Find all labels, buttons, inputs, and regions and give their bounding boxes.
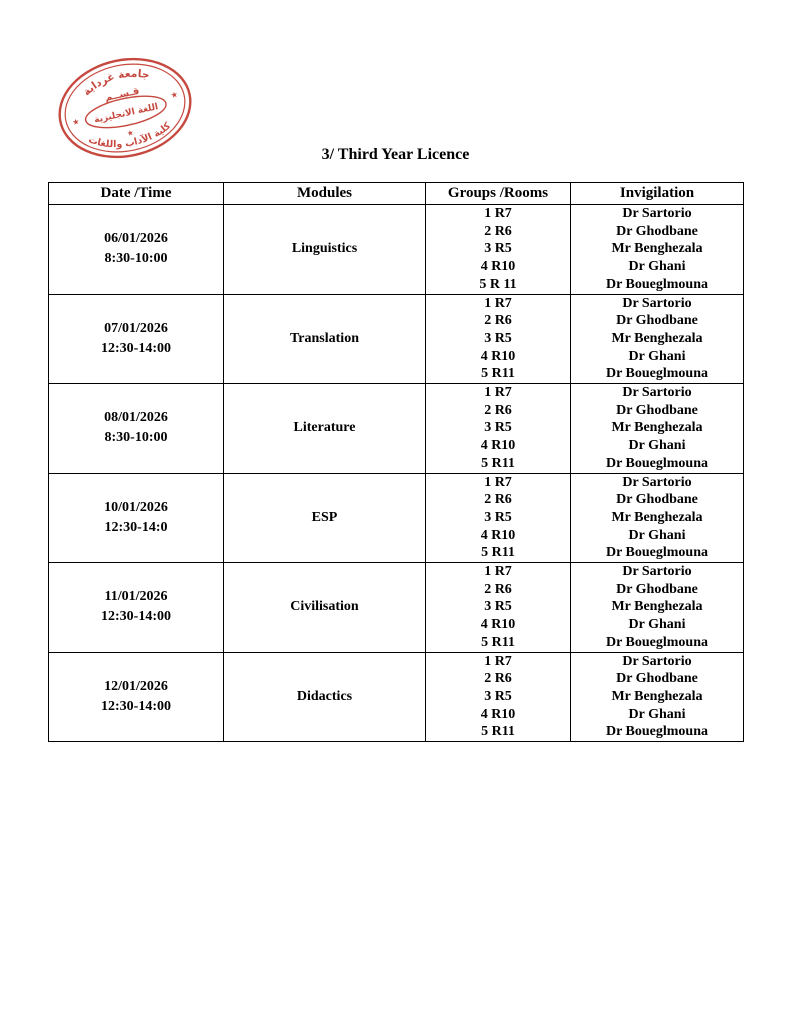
invigilator-line: Dr Ghani [628, 348, 686, 364]
group-room-line: 2 R6 [484, 492, 512, 508]
invigilator-line: Dr Ghani [628, 527, 686, 543]
invigilator-line: Mr Benghezala [611, 330, 703, 346]
module-cell: Translation [224, 294, 426, 384]
module-cell: Civilisation [224, 563, 426, 653]
invigilation-cell [571, 652, 744, 742]
table-row [49, 563, 744, 653]
exam-date: 06/01/2026 [104, 231, 168, 247]
table-row [49, 294, 744, 384]
groups-rooms-list [426, 563, 570, 652]
groups-rooms-list [426, 653, 570, 742]
group-room-line: 1 R7 [484, 206, 512, 221]
invigilator-line: Dr Ghani [628, 706, 686, 722]
stamp-star-bottom-icon: ★ [126, 127, 135, 139]
module-cell: Literature [224, 384, 426, 474]
groups-rooms-list [426, 205, 570, 294]
timetable-body [49, 205, 744, 742]
date-time-cell [49, 652, 224, 742]
groups-rooms-list [426, 384, 570, 473]
invigilator-line: Dr Boueglmouna [605, 545, 709, 561]
table-row [49, 652, 744, 742]
group-room-line: 4 R10 [480, 617, 516, 633]
group-room-line: 5 R11 [481, 455, 515, 471]
invigilator-line: Dr Ghodbane [616, 671, 698, 687]
group-room-line: 5 R11 [481, 545, 515, 561]
exam-date: 10/01/2026 [104, 499, 168, 515]
group-room-line: 3 R5 [484, 330, 512, 346]
stamp-bottom-text: كلية الآداب واللغات [86, 120, 174, 151]
invigilation-cell [571, 384, 744, 474]
group-room-line: 3 R5 [484, 241, 512, 257]
invigilator-line: Dr Boueglmouna [605, 634, 709, 650]
invigilators-list [571, 384, 743, 473]
invigilator-line: Dr Ghani [628, 617, 686, 633]
exam-timetable [48, 182, 744, 742]
groups-rooms-cell [426, 205, 571, 295]
table-row [49, 205, 744, 295]
exam-date: 07/01/2026 [104, 320, 168, 336]
exam-time: 8:30-10:00 [104, 251, 168, 267]
invigilator-line: Dr Sartorio [622, 295, 692, 311]
exam-time: 12:30-14:00 [101, 698, 171, 714]
date-time-block [49, 229, 223, 269]
invigilators-list [571, 205, 743, 294]
invigilator-line: Dr Ghodbane [616, 492, 698, 508]
date-time-block [49, 587, 223, 627]
stamp-star-left-icon: ★ [71, 116, 81, 128]
group-room-line: 2 R6 [484, 313, 512, 329]
exam-time: 12:30-14:00 [101, 340, 171, 356]
invigilator-line: Dr Sartorio [622, 564, 692, 580]
group-room-line: 1 R7 [484, 653, 512, 669]
date-time-cell [49, 384, 224, 474]
exam-date: 08/01/2026 [104, 410, 168, 426]
date-time-block [49, 498, 223, 538]
group-room-line: 1 R7 [484, 474, 512, 490]
group-room-line: 4 R10 [480, 438, 516, 454]
module-cell: ESP [224, 473, 426, 563]
group-room-line: 1 R7 [484, 385, 512, 401]
exam-date: 12/01/2026 [104, 678, 168, 694]
col-header-invigilation: Invigilation [571, 183, 744, 205]
date-time-cell [49, 563, 224, 653]
date-time-cell [49, 294, 224, 384]
exam-time: 8:30-10:00 [104, 430, 168, 446]
date-time-cell [49, 473, 224, 563]
invigilation-cell [571, 473, 744, 563]
invigilators-list [571, 295, 743, 384]
group-room-line: 4 R10 [480, 348, 516, 364]
invigilator-line: Dr Sartorio [622, 206, 692, 221]
col-header-modules: Modules [224, 183, 426, 205]
date-time-block [49, 319, 223, 359]
group-room-line: 5 R11 [481, 724, 515, 740]
group-room-line: 1 R7 [484, 564, 512, 580]
invigilation-cell [571, 294, 744, 384]
invigilator-line: Dr Ghodbane [616, 313, 698, 329]
invigilator-line: Dr Ghodbane [616, 581, 698, 597]
groups-rooms-cell [426, 384, 571, 474]
exam-date: 11/01/2026 [104, 589, 168, 605]
invigilator-line: Mr Benghezala [611, 599, 703, 615]
date-time-cell [49, 205, 224, 295]
invigilator-line: Dr Ghani [628, 438, 686, 454]
invigilator-line: Dr Boueglmouna [605, 455, 709, 471]
exam-time: 12:30-14:00 [101, 609, 171, 625]
header-row [49, 183, 744, 205]
invigilators-list [571, 474, 743, 563]
invigilators-list [571, 653, 743, 742]
invigilator-line: Mr Benghezala [611, 688, 703, 704]
group-room-line: 5 R 11 [479, 276, 517, 292]
date-time-block [49, 677, 223, 717]
group-room-line: 3 R5 [484, 688, 512, 704]
group-room-line: 4 R10 [480, 706, 516, 722]
invigilator-line: Dr Boueglmouna [605, 366, 709, 382]
col-header-date-time: Date /Time [49, 183, 224, 205]
group-room-line: 4 R10 [480, 259, 516, 275]
group-room-line: 3 R5 [484, 420, 512, 436]
invigilator-line: Dr Ghodbane [616, 223, 698, 239]
stamp-top-text: جامعة غرداية [80, 67, 151, 99]
group-room-line: 2 R6 [484, 402, 512, 418]
invigilator-line: Dr Ghodbane [616, 402, 698, 418]
group-room-line: 1 R7 [484, 295, 512, 311]
invigilator-line: Dr Ghani [628, 259, 686, 275]
invigilators-list [571, 563, 743, 652]
groups-rooms-cell [426, 473, 571, 563]
date-time-block [49, 408, 223, 448]
stamp-mid-text: قـســم [104, 85, 141, 104]
table-row [49, 473, 744, 563]
invigilator-line: Dr Sartorio [622, 474, 692, 490]
stamp-center-text: اللغة الانجليزية [93, 102, 160, 126]
exam-time: 12:30-14:0 [104, 519, 168, 535]
invigilator-line: Dr Sartorio [622, 385, 692, 401]
invigilator-line: Dr Sartorio [622, 653, 692, 669]
invigilator-line: Dr Boueglmouna [605, 276, 709, 292]
invigilator-line: Dr Boueglmouna [605, 724, 709, 740]
invigilator-line: Mr Benghezala [611, 509, 703, 525]
group-room-line: 2 R6 [484, 223, 512, 239]
col-header-groups-rooms: Groups /Rooms [426, 183, 571, 205]
module-cell: Didactics [224, 652, 426, 742]
group-room-line: 3 R5 [484, 599, 512, 615]
invigilation-cell [571, 205, 744, 295]
groups-rooms-cell [426, 294, 571, 384]
invigilator-line: Mr Benghezala [611, 420, 703, 436]
group-room-line: 2 R6 [484, 671, 512, 687]
group-room-line: 3 R5 [484, 509, 512, 525]
group-room-line: 4 R10 [480, 527, 516, 543]
module-cell: Linguistics [224, 205, 426, 295]
group-room-line: 2 R6 [484, 581, 512, 597]
group-room-line: 5 R11 [481, 366, 515, 382]
groups-rooms-list [426, 474, 570, 563]
invigilation-cell [571, 563, 744, 653]
groups-rooms-cell [426, 652, 571, 742]
group-room-line: 5 R11 [481, 634, 515, 650]
groups-rooms-cell [426, 563, 571, 653]
table-row [49, 384, 744, 474]
stamp-star-right-icon: ★ [169, 89, 179, 101]
invigilator-line: Mr Benghezala [611, 241, 703, 257]
page-title: 3/ Third Year Licence [321, 146, 470, 163]
groups-rooms-list [426, 295, 570, 384]
